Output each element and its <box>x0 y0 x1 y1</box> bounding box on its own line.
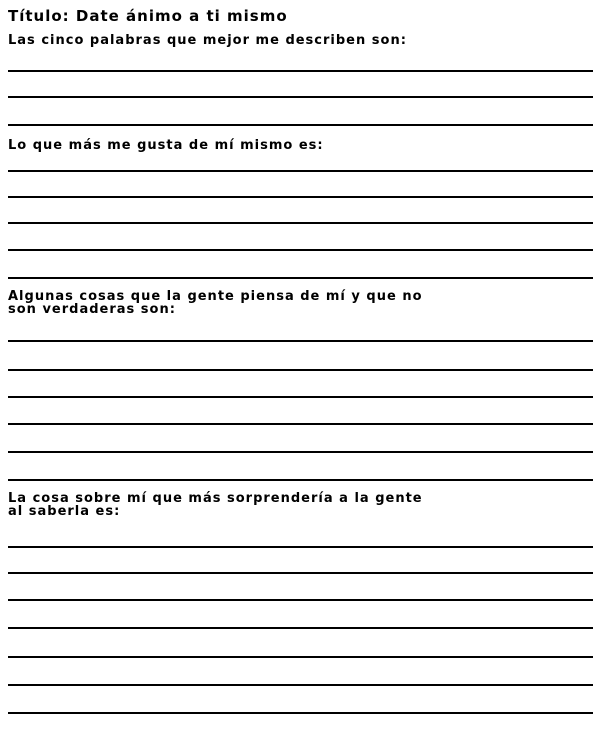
section-4-prompt <box>8 492 593 518</box>
answer-line[interactable] <box>8 451 593 453</box>
answer-line[interactable] <box>8 222 593 224</box>
answer-line[interactable] <box>8 277 593 279</box>
answer-line[interactable] <box>8 684 593 686</box>
answer-line[interactable] <box>8 656 593 658</box>
worksheet-title: Título: Date ánimo a ti mismo <box>8 7 288 25</box>
section-4-prompt-line-1: La cosa sobre mí que más sorprendería a la gente <box>8 491 423 506</box>
answer-line[interactable] <box>8 627 593 629</box>
answer-line[interactable] <box>8 423 593 425</box>
answer-line[interactable] <box>8 340 593 342</box>
answer-line[interactable] <box>8 196 593 198</box>
answer-line[interactable] <box>8 249 593 251</box>
answer-line[interactable] <box>8 712 593 714</box>
section-3-prompt-line-2: son verdaderas son: <box>8 302 176 317</box>
answer-line[interactable] <box>8 599 593 601</box>
answer-line[interactable] <box>8 396 593 398</box>
section-3-prompt <box>8 290 593 316</box>
section-1-prompt-line-1: Las cinco palabras que mejor me describen son: <box>8 33 407 48</box>
answer-line[interactable] <box>8 479 593 481</box>
answer-line[interactable] <box>8 124 593 126</box>
section-2-prompt <box>8 139 593 152</box>
answer-line[interactable] <box>8 572 593 574</box>
section-3-prompt-line-1: Algunas cosas que la gente piensa de mí y que no <box>8 289 423 304</box>
answer-line[interactable] <box>8 70 593 72</box>
section-4-prompt-line-2: al saberla es: <box>8 504 121 519</box>
section-2-prompt-line-1: Lo que más me gusta de mí mismo es: <box>8 138 324 153</box>
section-1-prompt <box>8 34 593 47</box>
answer-line[interactable] <box>8 369 593 371</box>
answer-line[interactable] <box>8 546 593 548</box>
answer-line[interactable] <box>8 96 593 98</box>
answer-line[interactable] <box>8 170 593 172</box>
